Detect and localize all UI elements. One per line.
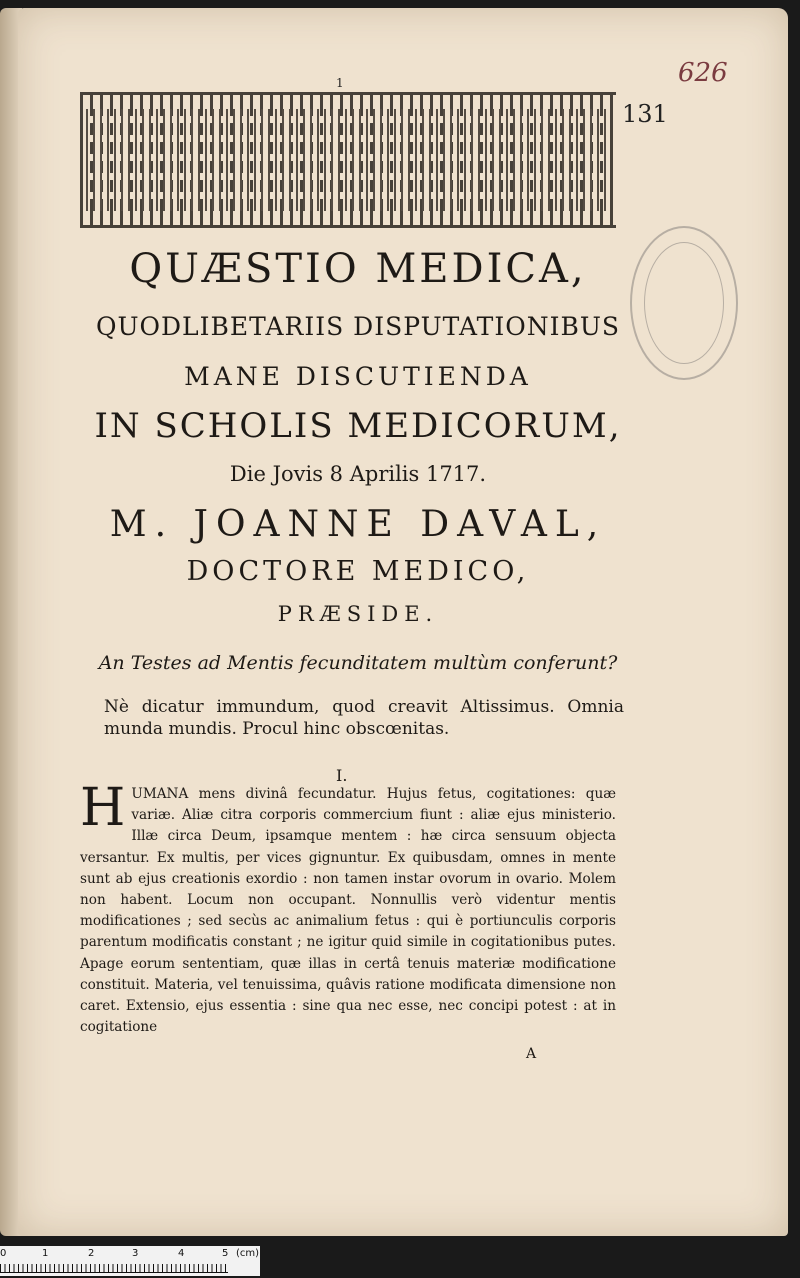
body-paragraph xyxy=(80,778,616,1038)
library-stamp-ring xyxy=(644,242,724,364)
thesis-question: An Testes ad Mentis fecunditatem multùm conferunt? xyxy=(98,652,618,674)
ruler-label-4: 4 xyxy=(178,1248,185,1259)
ruler-label-5: 5 xyxy=(222,1248,229,1259)
ornament-header-band xyxy=(80,92,616,228)
sheet-number: 1 xyxy=(336,76,344,90)
title-line-3: MANE DISCUTIENDA xyxy=(184,362,532,391)
folio-number: 131 xyxy=(622,100,668,128)
epigraph-quote: Nè dicatur immundum, quod creavit Altissimus. Omnia munda mundis. Procul hinc obscœnitas. xyxy=(104,697,624,739)
ruler-unit: (cm) xyxy=(236,1248,260,1259)
ornament-pattern xyxy=(86,109,610,211)
drop-cap: H xyxy=(80,778,126,838)
title-line-2: QUODLIBETARIIS DISPUTATIONIBUS xyxy=(95,312,621,341)
scale-ruler xyxy=(0,1246,260,1276)
book-page xyxy=(18,8,788,1236)
date-line: Die Jovis 8 Aprilis 1717. xyxy=(229,462,487,486)
signature-mark: A xyxy=(526,1046,537,1062)
ruler-label-1: 1 xyxy=(42,1248,49,1259)
praeside-line: PRÆSIDE. xyxy=(277,602,439,626)
section-number: I. xyxy=(336,766,348,785)
president-title: DOCTORE MEDICO, xyxy=(186,556,530,587)
ruler-label-0: 0 xyxy=(0,1248,7,1259)
ruler-label-2: 2 xyxy=(88,1248,95,1259)
title-line-4: IN SCHOLIS MEDICORUM, xyxy=(94,406,622,446)
library-stamp xyxy=(630,226,738,380)
ruler-label-3: 3 xyxy=(132,1248,139,1259)
president-name: M. JOANNE DAVAL, xyxy=(109,504,607,545)
handwritten-number: 626 xyxy=(678,58,728,88)
title-line-1: QUÆSTIO MEDICA, xyxy=(129,246,587,292)
body-text: UMANA mens divinâ fecundatur. Hujus fetus, cogitationes: quæ variæ. Aliæ citra corporis commercium fiunt : aliæ ejus ministerio. Illæ circa Deum, ipsamque mentem : hæ circa sensuum objecta versantur. Ex multis, per vices gignuntur. Ex quibusdam, omnes in mente sunt ab ejus creationis exordio : non tamen instar ovorum in ovario. Molem non habent. Locum non occupant. Nonnullis verò videntur mentis modificationes ; sed secùs ac animalium fetus : qui è portiunculis corporis parentum modificatis constant ; ne igitur quid simile in cogitationibus putes. Apage eorum sententiam, quæ illas in certâ tenuis materiæ modificatione constituit. Materia, vel tenuissima, quâvis ratione modificata dimensione non caret. Extensio, ejus essentia : sine qua nec esse, nec concipi potest : at in cogitatione xyxy=(80,786,616,1036)
ruler-ticks xyxy=(0,1264,228,1273)
